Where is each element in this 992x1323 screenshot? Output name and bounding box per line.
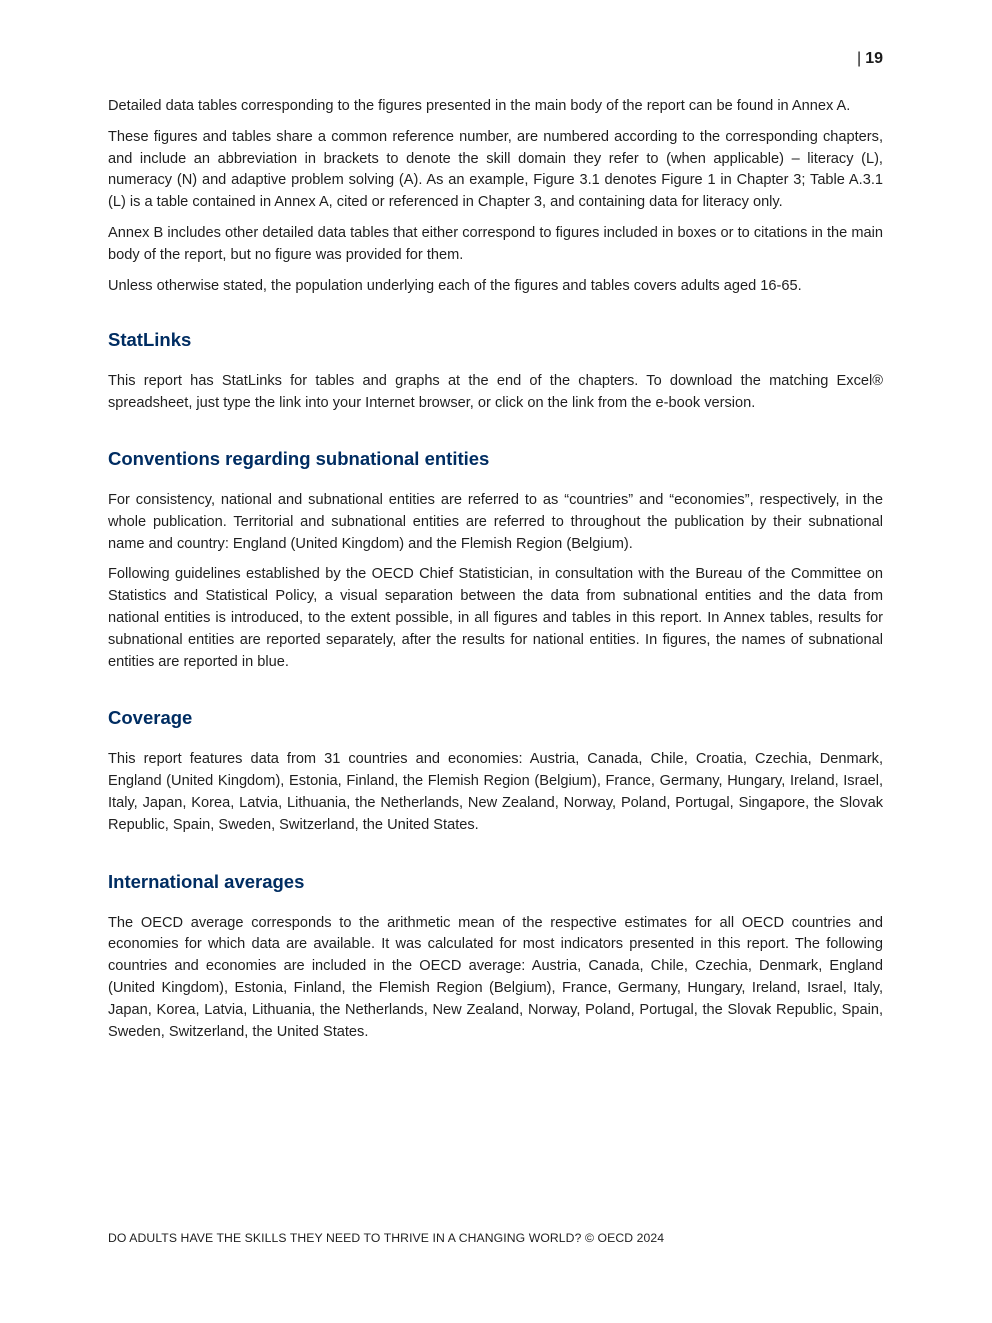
conventions-section	[108, 447, 883, 673]
paragraph: These figures and tables share a common reference number, are numbered according to the corresponding chapters, and include an abbreviation in brackets to denote the skill domain they refer to (when applicable) – literacy (L), numeracy (N) and adaptive problem solving (A). As an example, Figure 3.1 denotes Figure 1 in Chapter 3; Table A.3.1 (L) is a table contained in Annex A, cited or referenced in Chapter 3, and containing data for literacy only.	[108, 128, 883, 211]
page-footer: DO ADULTS HAVE THE SKILLS THEY NEED TO THRIVE IN A CHANGING WORLD? © OECD 2024	[108, 1231, 665, 1245]
page-number	[857, 49, 883, 69]
statlinks-section	[108, 328, 883, 415]
paragraph: For consistency, national and subnational entities are referred to as “countries” and “economies”, respectively, in the whole publication. Territorial and subnational entities are referred to throughout the publication by their subnational name and country: England (United Kingdom) and the Flemish Region (Belgium).	[108, 491, 883, 552]
paragraph: Unless otherwise stated, the population underlying each of the figures and tables covers adults aged 16-65.	[108, 277, 802, 294]
paragraph: Detailed data tables corresponding to the figures presented in the main body of the report can be found in Annex A.	[108, 98, 851, 114]
page-content	[108, 96, 883, 1052]
section-heading-conventions: Conventions regarding subnational entities	[108, 447, 490, 469]
paragraph: The OECD average corresponds to the arithmetic mean of the respective estimates for all OECD countries and economies for which data are available. It was calculated for most indicators presented in this report. The following countries and economies are included in the OECD average: Austria, Canada, Chile, Czechia, Denmark, England (United Kingdom), Estonia, Finland, the Flemish Region (Belgium), France, Germany, Hungary, Ireland, Israel, Italy, Japan, Korea, Latvia, Lithuania, the Netherlands, New Zealand, Norway, Poland, Portugal, the Slovak Republic, Spain, Sweden, Switzerland, the United States.	[108, 914, 883, 1040]
paragraph: This report features data from 31 countries and economies: Austria, Canada, Chile, Croatia, Czechia, Denmark, England (United Kingdom), Estonia, Finland, the Flemish Region (Belgium), France, Germany, Hungary, Ireland, Israel, Italy, Japan, Korea, Latvia, Lithuania, the Netherlands, New Zealand, Norway, Poland, Portugal, Singapore, the Slovak Republic, Spain, Sweden, Switzerland, the United States.	[108, 751, 883, 833]
paragraph: Annex B includes other detailed data tables that either correspond to figures included in boxes or to citations in the main body of the report, but no figure was provided for them.	[108, 224, 883, 263]
section-heading-statlinks: StatLinks	[108, 329, 192, 351]
coverage-section	[108, 706, 883, 836]
page-number-separator: |	[857, 50, 862, 67]
section-heading-coverage: Coverage	[108, 707, 193, 729]
paragraph: Following guidelines established by the OECD Chief Statistician, in consultation with the Bureau of the Committee on Statistics and Statistical Policy, a visual separation between the data from subnational entities and the data from national entities is introduced, to the extent possible, in all figures and tables in this report. In Annex tables, results for subnational entities are reported separately, after the results for national entities. In figures, the names of subnational entities are reported in blue.	[108, 566, 883, 670]
intro-section	[108, 96, 883, 297]
section-heading-international-averages: International averages	[108, 870, 305, 892]
paragraph: This report has StatLinks for tables and graphs at the end of the chapters. To download the matching Excel® spreadsheet, just type the link into your Internet browser, or click on the link from the e-book version.	[108, 373, 883, 412]
international-averages-section	[108, 870, 883, 1044]
page-number-value: 19	[865, 50, 883, 67]
